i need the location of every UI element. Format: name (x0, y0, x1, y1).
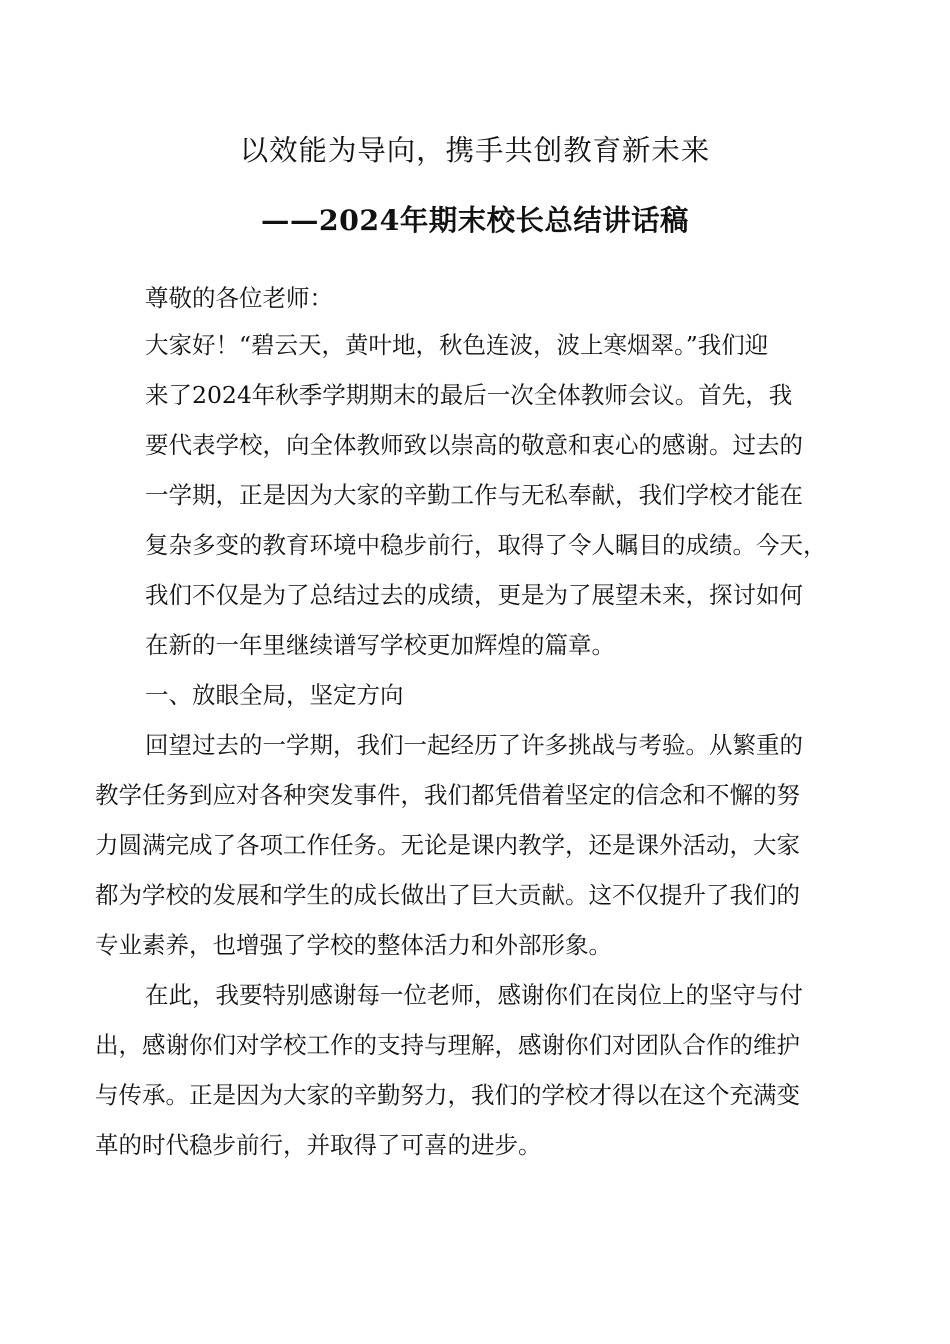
text-line: 革的时代稳步前行，并取得了可喜的进步。 (95, 1131, 542, 1159)
document-title: 以效能为导向，携手共创教育新未来 (239, 134, 711, 167)
document-subtitle: ——2024年期末校长总结讲话稿 (261, 203, 689, 237)
text-line: 一学期，正是因为大家的辛勤工作与无私奉献，我们学校才能在 (145, 481, 803, 509)
text-line: 在新的一年里继续谱写学校更加辉煌的篇章。 (145, 631, 615, 659)
text-line: 专业素养，也增强了学校的整体活力和外部形象。 (95, 931, 612, 959)
text-line: 力圆满完成了各项工作任务。无论是课内教学，还是课外活动，大家 (95, 831, 800, 859)
text-line: 我们不仅是为了总结过去的成绩，更是为了展望未来，探讨如何 (145, 581, 803, 609)
text-line: 复杂多变的教育环境中稳步前行，取得了令人瞩目的成绩。今天， (145, 531, 827, 559)
text-line: 来了2024年秋季学期期末的最后一次全体教师会议。首先，我 (145, 381, 793, 409)
text-line: 大家好！“碧云天，黄叶地，秋色连波，波上寒烟翠。”我们迎 (145, 331, 769, 359)
text-line: 回望过去的一学期，我们一起经历了许多挑战与考验。从繁重的 (145, 731, 803, 759)
text-line: 要代表学校，向全体教师致以崇高的敬意和衷心的感谢。过去的 (145, 431, 803, 459)
text-line: 都为学校的发展和学生的成长做出了巨大贡献。这不仅提升了我们的 (95, 881, 800, 909)
text-line: 在此，我要特别感谢每一位老师，感谢你们在岗位上的坚守与付 (145, 981, 803, 1009)
section-heading: 一、放眼全局，坚定方向 (145, 681, 404, 709)
salutation: 尊敬的各位老师： (145, 284, 333, 312)
text-line: 与传承。正是因为大家的辛勤努力，我们的学校才得以在这个充满变 (95, 1081, 800, 1109)
text-line: 出，感谢你们对学校工作的支持与理解，感谢你们对团队合作的维护 (95, 1031, 800, 1059)
text-line: 教学任务到应对各种突发事件，我们都凭借着坚定的信念和不懈的努 (95, 781, 800, 809)
